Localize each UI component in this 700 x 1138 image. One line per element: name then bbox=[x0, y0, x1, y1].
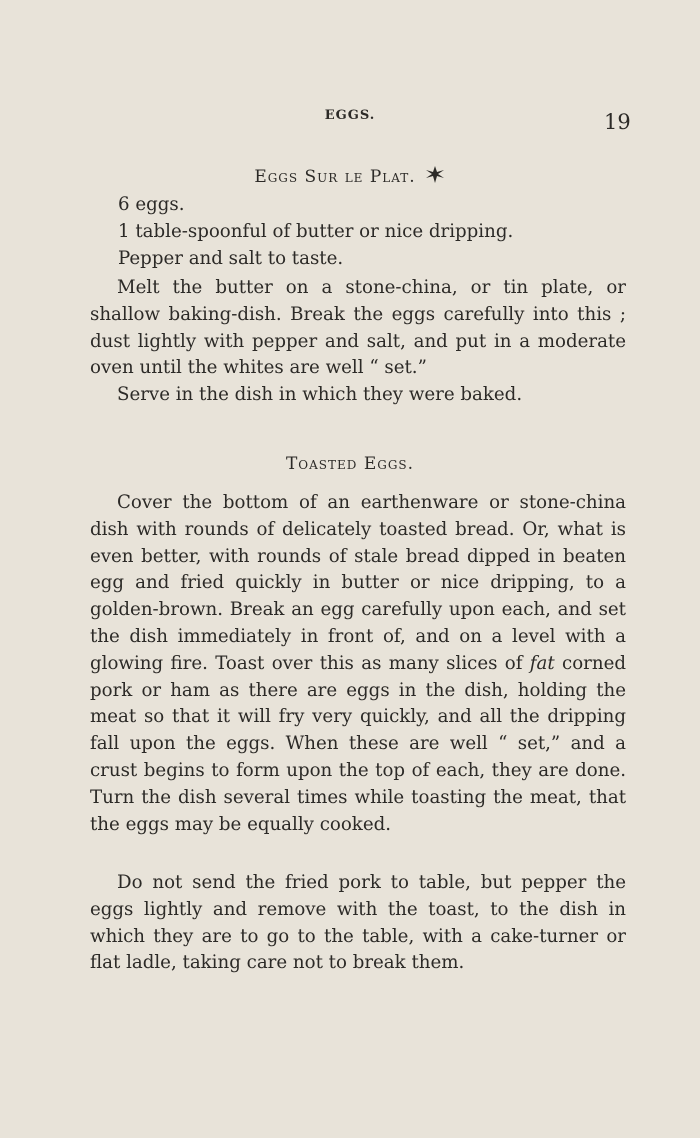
maltese-cross-icon bbox=[424, 164, 446, 184]
italic-word: fat bbox=[529, 652, 555, 674]
recipe1-paragraph: Melt the butter on a stone-china, or tin plate, or shallow baking-dish. Break the eggs carefully into this ; dust lightly with pepper and salt, and put in a moderate oven until the whites are well “ set.” bbox=[90, 277, 626, 379]
paragraph-text: corned pork or ham as there are eggs in the dish, holding the meat so that it will fry very quickly, and all the dripping fall upon the eggs. When these are well “ set,” and a crust begins to form upon the top of each, they are done. Turn the dish several times while toasting the meat, that the eggs may be equally cooked. bbox=[90, 652, 626, 835]
recipe-title-eggs-sur-le-plat bbox=[0, 164, 700, 187]
ingredient-list bbox=[90, 192, 626, 272]
running-head: EGGS. bbox=[324, 108, 376, 123]
recipe2-paragraph-1 bbox=[90, 490, 626, 838]
paragraph-text: Cover the bottom of an earthenware or stone-china dish with rounds of delicately toasted bread. Or, what is even better, with rounds of stale bread dipped in beaten egg and fried quickly in butter or nice dripping, to a golden-brown. Break an egg carefully upon each, and set the dish immediately in front of, and on a level with a glowing fire. Toast over this as many slices of bbox=[90, 492, 626, 674]
page-number: 19 bbox=[604, 110, 631, 134]
recipe2-paragraph-1-text bbox=[90, 490, 626, 838]
recipe-title-toasted-eggs: Toasted Eggs. bbox=[285, 454, 415, 474]
recipe1-paragraph: Serve in the dish in which they were baked. bbox=[117, 384, 523, 406]
ingredient-item: Pepper and salt to taste. bbox=[118, 247, 344, 269]
ingredient-item: 6 eggs. bbox=[118, 194, 185, 215]
recipe2-paragraph-2 bbox=[90, 870, 626, 977]
recipe2-paragraph-2-text: Do not send the fried pork to table, but pepper the eggs lightly and remove with the toast, to the dish in which they are to go to the table, with a cake-turner or flat ladle, taking care not to break them. bbox=[90, 872, 626, 974]
recipe-title-text: Eggs Sur le Plat. bbox=[254, 167, 416, 187]
recipe1-directions bbox=[90, 275, 626, 409]
ingredient-item: 1 table-spoonful of butter or nice dripping. bbox=[118, 220, 514, 242]
